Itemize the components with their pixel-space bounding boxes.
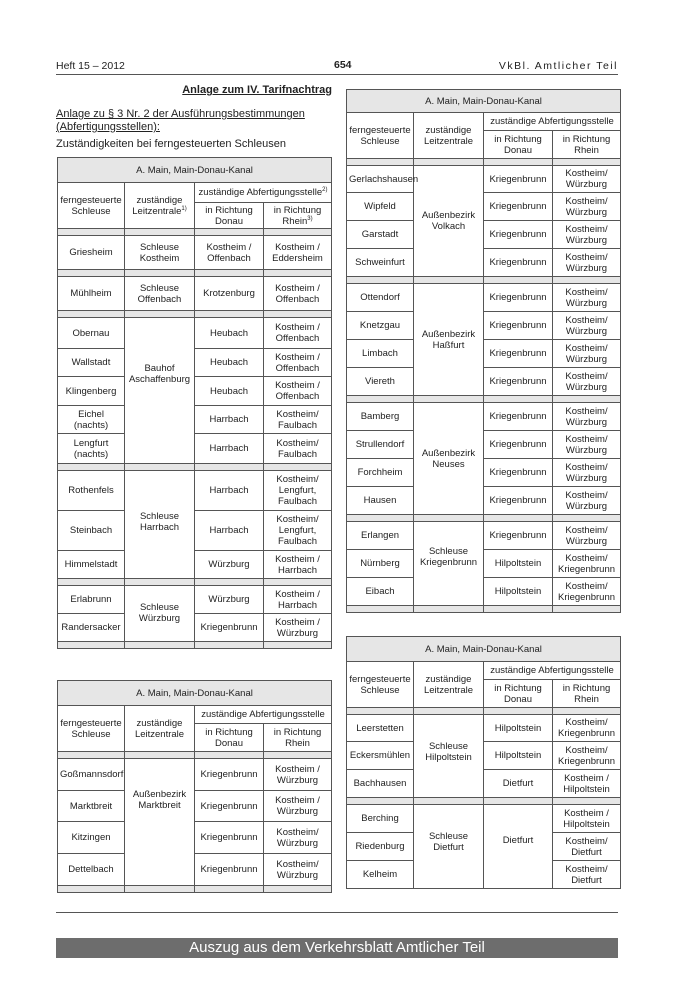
station-rhein: Kostheim/ Würzburg [553, 312, 621, 340]
table-row [347, 550, 621, 578]
lock-name: Wallstadt [58, 349, 125, 377]
lock-name: Randersacker [58, 614, 125, 642]
annex-subtitle: Zuständigkeiten bei ferngesteuerten Schleusen [56, 138, 286, 150]
station-rhein: Kostheim/ Würzburg [553, 487, 621, 515]
table-row [58, 759, 332, 791]
lock-name: Nürnberg [347, 550, 414, 578]
station-rhein: Kostheim / Offenbach [264, 377, 332, 406]
station-donau: Kriegenbrunn [484, 368, 553, 396]
station-rhein: Kostheim/ Faulbach [264, 434, 332, 464]
station-donau: Kriegenbrunn [484, 522, 553, 550]
station-donau: Kriegenbrunn [484, 431, 553, 459]
lock-name: Eckersmühlen [347, 742, 414, 770]
station-donau: Hilpoltstein [484, 742, 553, 770]
station-donau: Hilpoltstein [484, 578, 553, 606]
station-rhein: Kostheim / Harrbach [264, 551, 332, 579]
station-donau: Harrbach [195, 406, 264, 434]
table-row [58, 791, 332, 822]
table-row [58, 434, 332, 464]
station-donau: Harrbach [195, 434, 264, 464]
lock-table-4 [346, 636, 621, 889]
col-header-schleuse: ferngesteuerte Schleuse [347, 662, 414, 708]
table-row [58, 377, 332, 406]
control-center: Schleuse Würzburg [125, 586, 195, 642]
lock-name: Ottendorf [347, 284, 414, 312]
station-donau: Würzburg [195, 551, 264, 579]
station-rhein: Kostheim/ Würzburg [553, 459, 621, 487]
control-center: Außenbezirk Neuses [414, 403, 484, 515]
lock-name: Hausen [347, 487, 414, 515]
canal-heading: A. Main, Main-Donau-Kanal [347, 637, 621, 662]
canal-heading: A. Main, Main-Donau-Kanal [58, 681, 332, 706]
lock-name: Lengfurt (nachts) [58, 434, 125, 464]
table-row [347, 805, 621, 833]
station-rhein: Kostheim / Offenbach [264, 318, 332, 349]
table-row [347, 368, 621, 396]
lock-name: Marktbreit [58, 791, 125, 822]
table-row [58, 349, 332, 377]
lock-name: Obernau [58, 318, 125, 349]
table-row [58, 471, 332, 511]
intro-block [56, 84, 332, 151]
table-row [58, 318, 332, 349]
lock-name: Steinbach [58, 511, 125, 551]
station-rhein: Kostheim/ Dietfurt [553, 861, 621, 889]
col-header-schleuse: ferngesteuerte Schleuse [58, 706, 125, 752]
station-donau: Kriegenbrunn [195, 614, 264, 642]
station-rhein: Kostheim / Harrbach [264, 586, 332, 614]
lock-name: Wipfeld [347, 193, 414, 221]
table-row [58, 277, 332, 311]
annex-reference: Anlage zu § 3 Nr. 2 der Ausführungsbestimmungen (Abfertigungsstellen): [56, 108, 305, 133]
station-donau: Kriegenbrunn [484, 459, 553, 487]
table-row [347, 403, 621, 431]
annex-title: Anlage zum IV. Tarifnachtrag [182, 84, 332, 96]
lock-name: Gerlachshausen [347, 166, 414, 193]
canal-heading: A. Main, Main-Donau-Kanal [347, 90, 621, 113]
station-donau: Kriegenbrunn [195, 822, 264, 854]
station-rhein: Kostheim/ Würzburg [553, 166, 621, 193]
station-donau: Kriegenbrunn [195, 759, 264, 791]
station-donau: Heubach [195, 377, 264, 406]
station-rhein: Kostheim / Würzburg [264, 759, 332, 791]
table-row [347, 249, 621, 277]
station-rhein: Kostheim/ Würzburg [553, 340, 621, 368]
station-rhein: Kostheim/ Dietfurt [553, 833, 621, 861]
lock-name: Kitzingen [58, 822, 125, 854]
page-header [56, 56, 618, 75]
station-rhein: Kostheim / Würzburg [264, 791, 332, 822]
lock-name: Riedenburg [347, 833, 414, 861]
lock-name: Knetzgau [347, 312, 414, 340]
station-donau: Kriegenbrunn [195, 791, 264, 822]
col-header-leitzentrale: zuständige Leitzentrale$^{1)}$ [125, 183, 195, 229]
table-row [347, 487, 621, 515]
col-header-rhein: in Richtung Rhein [264, 724, 332, 752]
station-rhein: Kostheim/ Würzburg [553, 249, 621, 277]
station-rhein: Kostheim/ Kriegenbrunn [553, 742, 621, 770]
table-row [347, 715, 621, 742]
col-header-abfertigung: zuständige Abfertigungsstelle [484, 662, 621, 680]
station-rhein: Kostheim/ Lengfurt, Faulbach [264, 511, 332, 551]
control-center: Außenbezirk Haßfurt [414, 284, 484, 396]
station-donau: Krotzenburg [195, 277, 264, 311]
control-center: Schleuse Dietfurt [414, 805, 484, 889]
lock-name: Berching [347, 805, 414, 833]
station-donau: Dietfurt [484, 770, 553, 798]
station-rhein: Kostheim / Eddersheim [264, 236, 332, 270]
station-donau: Kriegenbrunn [195, 854, 264, 886]
lock-name: Limbach [347, 340, 414, 368]
table-row [58, 406, 332, 434]
station-donau: Kriegenbrunn [484, 487, 553, 515]
control-center: Außenbezirk Volkach [414, 166, 484, 277]
lock-name: Schweinfurt [347, 249, 414, 277]
station-rhein: Kostheim/ Würzburg [553, 522, 621, 550]
lock-name: Eichel (nachts) [58, 406, 125, 434]
station-rhein: Kostheim/ Würzburg [553, 221, 621, 249]
col-header-donau: in Richtung Donau [195, 203, 264, 229]
station-rhein: Kostheim/ Würzburg [553, 403, 621, 431]
page-number: 654 [334, 59, 352, 71]
control-center: Schleuse Kostheim [125, 236, 195, 270]
table-row [347, 431, 621, 459]
lock-name: Erlangen [347, 522, 414, 550]
issue-label: Heft 15 – 2012 [56, 60, 125, 72]
control-center: Schleuse Hilpoltstein [414, 715, 484, 798]
table-row [58, 854, 332, 886]
station-donau: Kriegenbrunn [484, 340, 553, 368]
col-header-schleuse: ferngesteuerte Schleuse [58, 183, 125, 229]
lock-name: Goßmannsdorf [58, 759, 125, 791]
control-center: Schleuse Kriegenbrunn [414, 522, 484, 606]
col-header-donau: in Richtung Donau [484, 680, 553, 708]
lock-name: Griesheim [58, 236, 125, 270]
col-header-leitzentrale: zuständige Leitzentrale [125, 706, 195, 752]
station-donau: Harrbach [195, 511, 264, 551]
station-donau: Würzburg [195, 586, 264, 614]
lock-table-3 [346, 89, 621, 613]
col-header-abfertigung: zuständige Abfertigungsstelle$^{2)}$ [195, 183, 332, 203]
station-rhein: Kostheim/ Faulbach [264, 406, 332, 434]
lock-name: Garstadt [347, 221, 414, 249]
station-rhein: Kostheim/ Würzburg [553, 193, 621, 221]
table-row [58, 511, 332, 551]
station-rhein: Kostheim / Offenbach [264, 349, 332, 377]
control-center: Bauhof Aschaffenburg [125, 318, 195, 464]
station-donau: Kriegenbrunn [484, 312, 553, 340]
station-rhein: Kostheim/ Würzburg [553, 284, 621, 312]
station-donau: Hilpoltstein [484, 550, 553, 578]
station-rhein: Kostheim/ Kriegenbrunn [553, 550, 621, 578]
station-donau: Kriegenbrunn [484, 166, 553, 193]
table-row [58, 614, 332, 642]
table-row [347, 193, 621, 221]
station-donau: Kriegenbrunn [484, 403, 553, 431]
station-rhein: Kostheim/ Würzburg [264, 854, 332, 886]
lock-name: Mühlheim [58, 277, 125, 311]
station-donau: Hilpoltstein [484, 715, 553, 742]
station-rhein: Kostheim/ Würzburg [553, 368, 621, 396]
lock-name: Viereth [347, 368, 414, 396]
lock-name: Kelheim [347, 861, 414, 889]
station-donau: Harrbach [195, 471, 264, 511]
lock-name: Klingenberg [58, 377, 125, 406]
table-row [347, 578, 621, 606]
station-donau: Kriegenbrunn [484, 193, 553, 221]
station-rhein: Kostheim/ Kriegenbrunn [553, 578, 621, 606]
lock-name: Forchheim [347, 459, 414, 487]
table-row [58, 822, 332, 854]
table-row [347, 312, 621, 340]
col-header-rhein: in Richtung Rhein [553, 131, 621, 159]
lock-name: Leerstetten [347, 715, 414, 742]
lock-name: Dettelbach [58, 854, 125, 886]
publication-name: VkBl. Amtlicher Teil [498, 60, 618, 72]
table-row [58, 236, 332, 270]
col-header-donau: in Richtung Donau [195, 724, 264, 752]
table-row [347, 166, 621, 193]
control-center: Außenbezirk Marktbreit [125, 759, 195, 886]
station-donau: Kriegenbrunn [484, 284, 553, 312]
lock-name: Erlabrunn [58, 586, 125, 614]
station-rhein: Kostheim/ Würzburg [264, 822, 332, 854]
bottom-divider [56, 912, 618, 913]
station-rhein: Kostheim/ Kriegenbrunn [553, 715, 621, 742]
lock-table-1 [57, 157, 332, 649]
station-donau: Heubach [195, 318, 264, 349]
table-row [347, 742, 621, 770]
col-header-leitzentrale: zuständige Leitzentrale [414, 113, 484, 159]
table-row [347, 522, 621, 550]
table-row [347, 459, 621, 487]
control-center: Schleuse Harrbach [125, 471, 195, 579]
station-rhein: Kostheim / Offenbach [264, 277, 332, 311]
table-row [347, 770, 621, 798]
col-header-schleuse: ferngesteuerte Schleuse [347, 113, 414, 159]
col-header-rhein: in Richtung Rhein [553, 680, 621, 708]
canal-heading: A. Main, Main-Donau-Kanal [58, 158, 332, 183]
lock-name: Bachhausen [347, 770, 414, 798]
table-row [347, 340, 621, 368]
col-header-leitzentrale: zuständige Leitzentrale [414, 662, 484, 708]
col-header-donau: in Richtung Donau [484, 131, 553, 159]
station-rhein: Kostheim / Würzburg [264, 614, 332, 642]
table-row [347, 284, 621, 312]
lock-table-2 [57, 680, 332, 893]
col-header-abfertigung: zuständige Abfertigungsstelle [484, 113, 621, 131]
station-rhein: Kostheim / Hilpoltstein [553, 770, 621, 798]
station-rhein: Kostheim/ Würzburg [553, 431, 621, 459]
lock-name: Bamberg [347, 403, 414, 431]
table-row [58, 586, 332, 614]
station-donau: Kriegenbrunn [484, 249, 553, 277]
station-donau: Kostheim / Offenbach [195, 236, 264, 270]
station-donau: Kriegenbrunn [484, 221, 553, 249]
col-header-rhein: in Richtung Rhein$^{3)}$ [264, 203, 332, 229]
station-donau: Heubach [195, 349, 264, 377]
lock-name: Strullendorf [347, 431, 414, 459]
footer-banner: Auszug aus dem Verkehrsblatt Amtlicher Teil [56, 938, 618, 958]
station-rhein: Kostheim/ Lengfurt, Faulbach [264, 471, 332, 511]
table-row [58, 551, 332, 579]
table-row [347, 221, 621, 249]
col-header-abfertigung: zuständige Abfertigungsstelle [195, 706, 332, 724]
lock-name: Himmelstadt [58, 551, 125, 579]
control-center: Schleuse Offenbach [125, 277, 195, 311]
station-rhein: Kostheim / Hilpoltstein [553, 805, 621, 833]
lock-name: Eibach [347, 578, 414, 606]
station-donau: Dietfurt [484, 805, 553, 889]
lock-name: Rothenfels [58, 471, 125, 511]
